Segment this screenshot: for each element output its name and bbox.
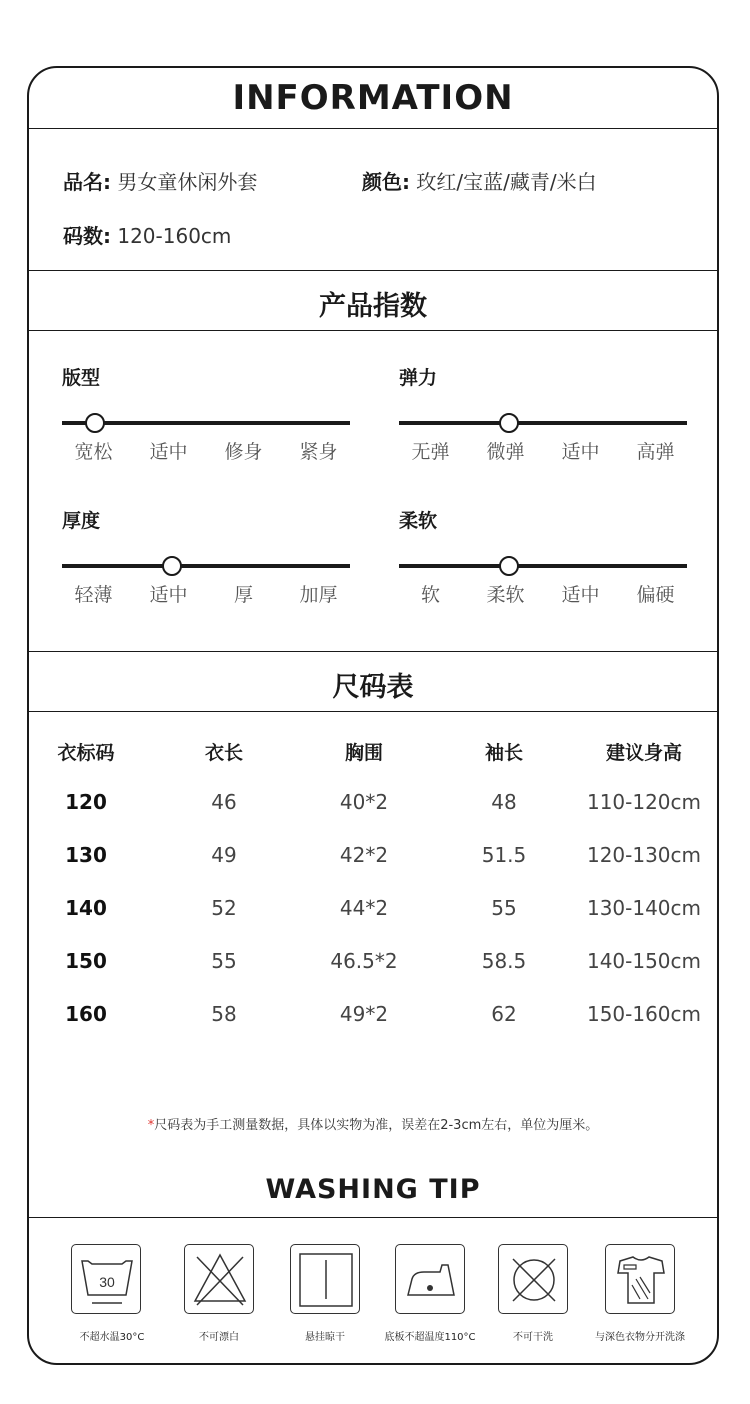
size-range-label: 码数: xyxy=(63,224,111,248)
index-slider-knob xyxy=(85,413,105,433)
no-bleach-icon xyxy=(184,1244,254,1314)
wash-separately-icon xyxy=(605,1244,675,1314)
table-cell: 49*2 xyxy=(339,1002,389,1026)
divider xyxy=(27,711,719,712)
product-name-value: 男女童休闲外套 xyxy=(117,170,258,194)
index-label: 厚度 xyxy=(62,510,101,532)
divider xyxy=(27,651,719,652)
index-option: 轻薄 xyxy=(74,584,113,606)
wash-30-icon xyxy=(71,1244,141,1314)
index-option: 加厚 xyxy=(299,584,338,606)
index-slider-knob xyxy=(162,556,182,576)
index-label: 版型 xyxy=(62,367,101,389)
divider xyxy=(27,1217,719,1218)
table-cell: 40*2 xyxy=(339,790,389,814)
washing-title: WASHING TIP xyxy=(265,1174,481,1205)
color-value: 玫红/宝蓝/藏青/米白 xyxy=(416,170,597,194)
wash-label: 不可干洗 xyxy=(513,1332,553,1343)
table-cell: 42*2 xyxy=(339,843,389,867)
index-slider-knob xyxy=(499,413,519,433)
table-header: 衣长 xyxy=(204,742,243,764)
color-label: 颜色: xyxy=(362,170,410,194)
size-range-value: 120-160cm xyxy=(117,224,232,248)
index-option: 柔软 xyxy=(486,584,525,606)
table-cell: 46.5*2 xyxy=(330,949,398,973)
index-slider-track xyxy=(399,421,687,425)
wash-label: 不可漂白 xyxy=(199,1332,239,1343)
wash-label: 底板不超温度110°C xyxy=(384,1332,476,1343)
iron-110-icon xyxy=(395,1244,465,1314)
size-table-title: 尺码表 xyxy=(332,672,414,703)
table-header: 建议身高 xyxy=(605,742,682,764)
index-options xyxy=(393,580,693,607)
index-options xyxy=(393,437,693,464)
svg-text:30: 30 xyxy=(99,1274,115,1290)
size-range-row xyxy=(63,220,231,249)
wash-label: 悬挂晾干 xyxy=(305,1332,345,1343)
index-label: 弹力 xyxy=(399,367,438,389)
table-cell: 120 xyxy=(65,790,107,814)
index-option: 宽松 xyxy=(74,441,113,463)
table-cell: 120-130cm xyxy=(586,843,702,867)
index-option: 适中 xyxy=(561,441,600,463)
index-option: 微弹 xyxy=(486,441,525,463)
divider xyxy=(27,330,719,331)
table-cell: 140-150cm xyxy=(586,949,702,973)
divider xyxy=(27,128,719,129)
index-label: 柔软 xyxy=(399,510,438,532)
table-cell: 58 xyxy=(211,1002,237,1026)
table-header: 袖长 xyxy=(484,742,523,764)
table-cell: 110-120cm xyxy=(586,790,702,814)
table-cell: 44*2 xyxy=(339,896,389,920)
index-section-title: 产品指数 xyxy=(319,291,427,322)
index-option: 紧身 xyxy=(299,441,338,463)
wash-label: 与深色衣物分开洗涤 xyxy=(595,1332,685,1343)
divider xyxy=(27,270,719,271)
index-option: 适中 xyxy=(149,584,188,606)
table-cell: 51.5 xyxy=(481,843,527,867)
index-option: 修身 xyxy=(224,441,263,463)
table-cell: 52 xyxy=(211,896,237,920)
table-cell: 46 xyxy=(211,790,237,814)
table-cell: 58.5 xyxy=(481,949,527,973)
index-options xyxy=(56,580,356,607)
index-options xyxy=(56,437,356,464)
size-note xyxy=(27,1114,719,1133)
note-text: 尺码表为手工测量数据，具体以实物为准，误差在2-3cm左右，单位为厘米。 xyxy=(154,1118,599,1133)
table-cell: 55 xyxy=(211,949,237,973)
color-row xyxy=(362,166,597,195)
product-name-label: 品名: xyxy=(63,170,111,194)
index-slider-track xyxy=(62,421,350,425)
index-slider-knob xyxy=(499,556,519,576)
info-card xyxy=(27,66,719,1365)
index-slider-track xyxy=(399,564,687,568)
table-header: 衣标码 xyxy=(57,742,115,764)
index-option: 软 xyxy=(420,584,440,606)
table-cell: 150-160cm xyxy=(586,1002,702,1026)
index-slider-track xyxy=(62,564,350,568)
table-cell: 140 xyxy=(65,896,107,920)
table-cell: 49 xyxy=(211,843,237,867)
index-option: 厚 xyxy=(233,584,253,606)
table-cell: 160 xyxy=(65,1002,107,1026)
table-cell: 62 xyxy=(491,1002,517,1026)
table-cell: 130 xyxy=(65,843,107,867)
table-header: 胸围 xyxy=(344,742,383,764)
index-option: 适中 xyxy=(149,441,188,463)
index-option: 偏硬 xyxy=(636,584,675,606)
product-name-row xyxy=(63,166,257,195)
index-option: 无弹 xyxy=(411,441,450,463)
index-option: 适中 xyxy=(561,584,600,606)
table-cell: 48 xyxy=(491,790,517,814)
index-option: 高弹 xyxy=(636,441,675,463)
wash-label: 不超水温30°C xyxy=(79,1332,145,1343)
table-cell: 55 xyxy=(491,896,517,920)
table-cell: 130-140cm xyxy=(586,896,702,920)
table-cell: 150 xyxy=(65,949,107,973)
no-dryclean-icon xyxy=(498,1244,568,1314)
hang-dry-icon xyxy=(290,1244,360,1314)
note-star: * xyxy=(147,1118,155,1133)
page-title: INFORMATION xyxy=(232,78,514,118)
